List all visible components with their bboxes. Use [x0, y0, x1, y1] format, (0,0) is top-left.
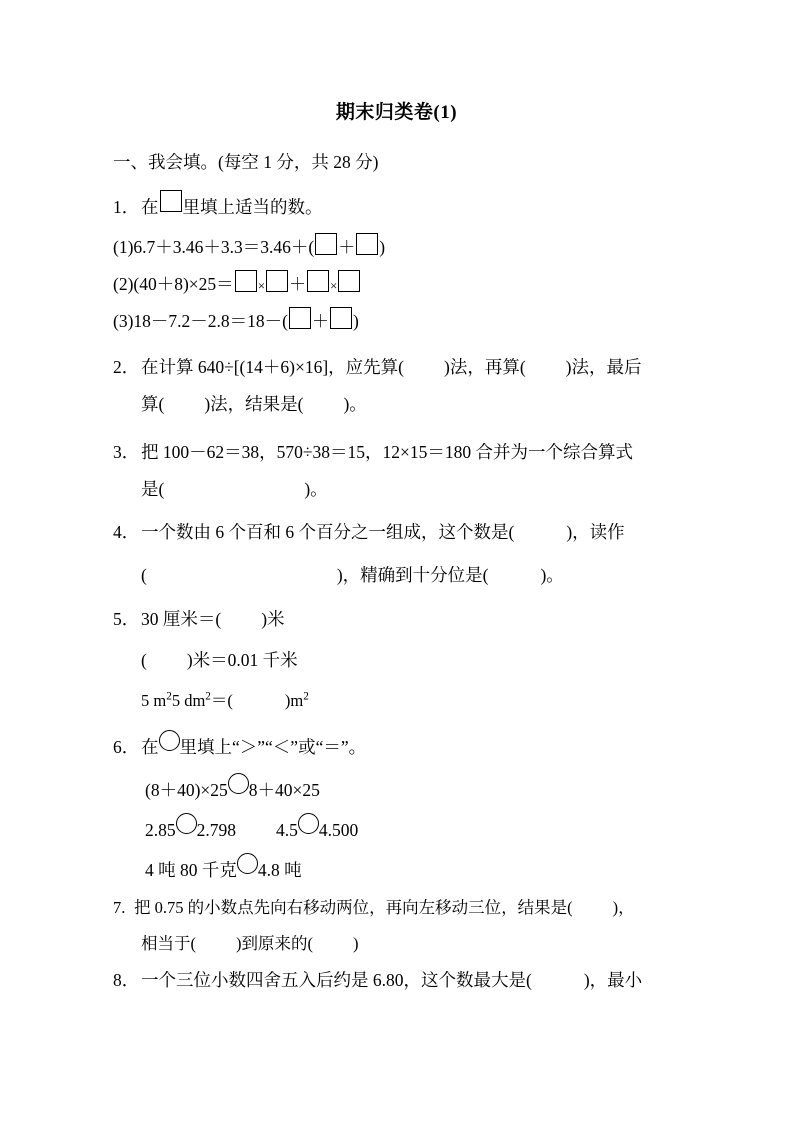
- q6-row1-right: 8＋40×25: [248, 780, 320, 800]
- q7-text-b: )，: [612, 898, 635, 917]
- q2-text-d: 算(: [141, 394, 165, 414]
- item-expression-b: ): [352, 311, 359, 331]
- question-7-line-2: [141, 932, 359, 956]
- answer-box[interactable]: [330, 307, 352, 329]
- q7-text-a: 把 0.75 的小数点先向右移动两位，再向左移动三位，结果是(: [134, 898, 573, 917]
- question-2-number: 2．: [113, 357, 140, 377]
- q7-text-c: 相当于(: [141, 934, 196, 953]
- q6-stem-after: 里填上“＞”“＜”或“＝”。: [179, 737, 367, 757]
- question-6-number: 6．: [113, 737, 140, 757]
- operator-times: ×: [257, 278, 266, 293]
- q6-stem-before: 在: [141, 737, 159, 757]
- q6-row1-left: (8＋40)×25: [145, 780, 228, 800]
- q3-text-b: )。: [304, 479, 328, 499]
- question-1-number: 1．: [113, 197, 140, 217]
- q5-text-e: 5 m: [141, 691, 167, 710]
- q3-text-a: 是(: [141, 479, 165, 499]
- answer-box[interactable]: [289, 307, 311, 329]
- item-expression-a: 6.7＋3.46＋3.3＝3.46＋(: [133, 237, 315, 257]
- q2-text-a: 在计算 640÷[(14＋6)×16]，应先算(: [141, 357, 404, 377]
- answer-circle[interactable]: [237, 853, 258, 874]
- item-label: (3): [113, 311, 134, 331]
- question-6-row-3: [145, 853, 302, 882]
- item-expression-b: ): [379, 237, 386, 257]
- question-1-item-2: [113, 270, 361, 298]
- answer-box[interactable]: [356, 233, 378, 255]
- q6-row2-right: 2.798: [196, 820, 236, 840]
- q6-row2-left: 2.85: [145, 820, 176, 840]
- q5-text-f: 5 dm: [171, 691, 206, 710]
- answer-box[interactable]: [307, 270, 329, 292]
- superscript-2: 2: [205, 690, 211, 703]
- q5-text-a: 30 厘米＝(: [141, 609, 222, 629]
- question-2-line-1: [113, 355, 641, 379]
- q6-row2-right2: 4.500: [318, 820, 359, 840]
- question-1-item-1: [113, 233, 385, 260]
- operator-plus: ＋: [338, 238, 356, 257]
- item-label: (2): [113, 274, 134, 294]
- question-8-line-1: [113, 968, 642, 992]
- question-5-line-2: [141, 648, 298, 672]
- superscript-2: 2: [166, 690, 172, 703]
- question-6-row-2: [145, 813, 358, 842]
- operator-plus: ＋: [311, 312, 329, 331]
- question-1-stem: [113, 190, 323, 219]
- operator-plus: ＋: [289, 275, 307, 294]
- answer-circle[interactable]: [228, 773, 249, 794]
- q1-stem-before: 在: [141, 197, 159, 217]
- question-4-number: 4．: [113, 522, 140, 542]
- q5-text-h: )m: [284, 691, 304, 710]
- item-expression-a: (40＋8)×25＝: [133, 274, 234, 294]
- answer-circle[interactable]: [298, 813, 319, 834]
- q5-text-b: )米: [261, 609, 285, 629]
- question-7-number: 7.: [113, 898, 126, 917]
- item-expression-a: 18－7.2－2.8＝18－(: [133, 311, 288, 331]
- q7-text-e: ): [353, 934, 359, 953]
- question-4-line-2: [141, 563, 564, 587]
- answer-box[interactable]: [160, 190, 182, 212]
- question-5-line-3: [141, 689, 309, 713]
- answer-circle[interactable]: [159, 730, 180, 751]
- q3-text: 把 100－62＝38，570÷38＝15，12×15＝180 合并为一个综合算式: [141, 442, 633, 462]
- q8-text-a: 一个三位小数四舍五入后约是 6.80，这个数最大是(: [141, 970, 532, 990]
- q6-row3-right: 4.8 吨: [257, 860, 302, 880]
- q1-stem-after: 里填上适当的数。: [182, 197, 323, 217]
- answer-circle[interactable]: [176, 813, 197, 834]
- q5-text-g: ＝(: [210, 691, 233, 710]
- q4-text-e: )。: [540, 565, 564, 585]
- question-8-number: 8．: [113, 970, 140, 990]
- q6-row2-left2: 4.5: [276, 820, 298, 840]
- question-4-line-1: [113, 520, 625, 544]
- question-7-line-1: [113, 896, 635, 920]
- answer-box[interactable]: [315, 233, 337, 255]
- question-5-number: 5．: [113, 609, 140, 629]
- section-heading: 一、我会填。(每空 1 分，共 28 分): [113, 152, 379, 172]
- answer-box[interactable]: [235, 270, 257, 292]
- question-1-item-3: [113, 307, 359, 334]
- page-title: 期末归类卷(1): [335, 102, 458, 123]
- q5-text-c: (: [141, 650, 147, 670]
- item-label: (1): [113, 237, 134, 257]
- operator-times: ×: [330, 278, 338, 293]
- q5-text-d: )米＝0.01 千米: [186, 650, 298, 670]
- answer-box[interactable]: [266, 270, 288, 292]
- q4-text-a: 一个数由 6 个百和 6 个百分之一组成，这个数是(: [141, 522, 515, 542]
- question-2-line-2: [141, 392, 367, 416]
- q2-text-f: )。: [343, 394, 367, 414]
- q6-row3-left: 4 吨 80 千克: [145, 860, 237, 880]
- question-5-line-1: [113, 607, 285, 631]
- q8-text-b: )，最小: [583, 970, 643, 990]
- q7-text-d: )到原来的(: [236, 934, 313, 953]
- superscript-2: 2: [303, 690, 309, 703]
- question-6-row-1: [145, 773, 320, 802]
- q4-text-c: (: [141, 565, 147, 585]
- answer-box[interactable]: [338, 270, 360, 292]
- question-3-line-1: [113, 440, 633, 464]
- q4-text-b: )，读作: [566, 522, 625, 542]
- q2-text-b: )法，再算(: [444, 357, 526, 377]
- question-6-stem: [113, 730, 366, 759]
- question-3-number: 3．: [113, 442, 140, 462]
- question-3-line-2: [141, 477, 328, 501]
- q2-text-e: )法，结果是(: [204, 394, 304, 414]
- q2-text-c: )法，最后: [565, 357, 642, 377]
- q4-text-d: )，精确到十分位是(: [336, 565, 489, 585]
